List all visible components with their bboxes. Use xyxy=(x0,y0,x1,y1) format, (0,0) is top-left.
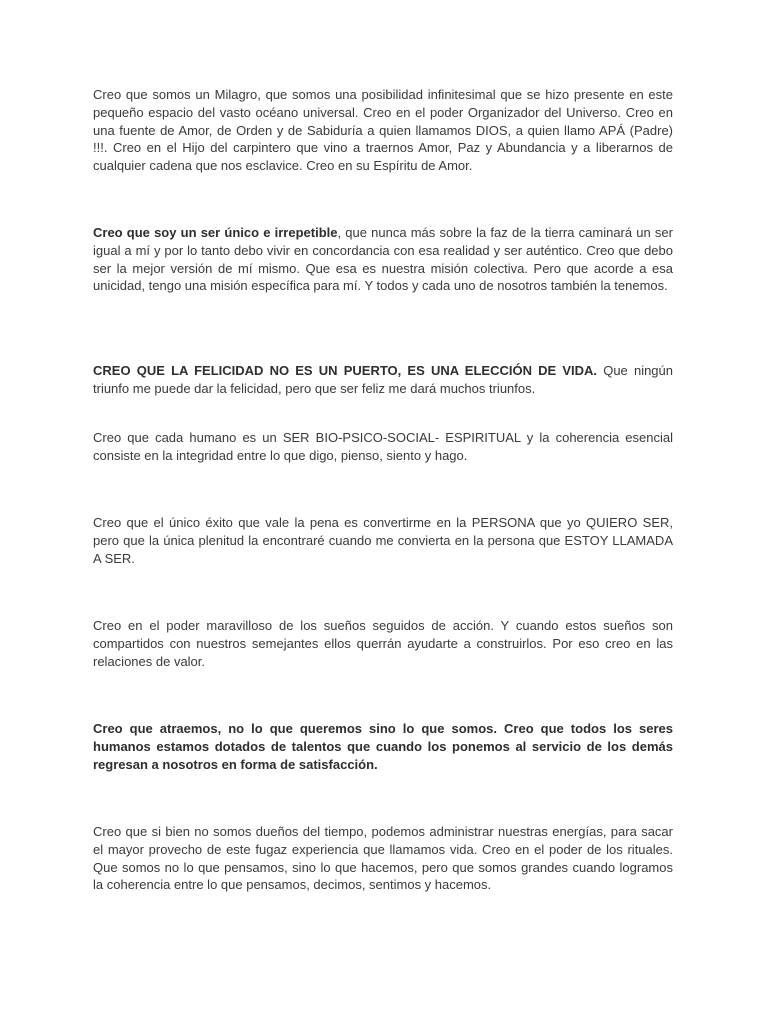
paragraph-6-text: Creo en el poder maravilloso de los sueños seguidos de acción. Y cuando estos sueños son compartidos con nuestros semejantes ellos querrán ayudarte a construirlos. Por eso creo en las relaciones de valor. xyxy=(93,618,673,669)
paragraph-4 xyxy=(93,429,673,465)
paragraph-3 xyxy=(93,362,673,398)
paragraph-5 xyxy=(93,514,673,567)
paragraph-2-bold: Creo que soy un ser único e irrepetible xyxy=(93,225,338,240)
paragraph-1 xyxy=(93,86,673,175)
paragraph-7-bold: Creo que atraemos, no lo que queremos sino lo que somos. Creo que todos los seres humanos estamos dotados de talentos que cuando los ponemos al servicio de los demás regresan a nosotros en forma de satisfacción. xyxy=(93,721,673,772)
paragraph-7 xyxy=(93,720,673,773)
paragraph-1-text: Creo que somos un Milagro, que somos una posibilidad infinitesimal que se hizo presente en este pequeño espacio del vasto océano universal. Creo en el poder Organizador del Universo. Creo en una fuente de Amor, de Orden y de Sabiduría a quien llamamos DIOS, a quien llamo APÁ (Padre) !!!. Creo en el Hijo del carpintero que vino a traernos Amor, Paz y Abundancia y a liberarnos de cualquier cadena que nos esclavice. Creo en su Espíritu de Amor. xyxy=(93,87,673,174)
paragraph-8 xyxy=(93,823,673,894)
paragraph-6 xyxy=(93,617,673,670)
paragraph-5-text: Creo que el único éxito que vale la pena es convertirme en la PERSONA que yo QUIERO SER, pero que la única plenitud la encontraré cuando me convierta en la persona que ESTOY LLAMADA A SER. xyxy=(93,515,673,566)
paragraph-2-text: , que nunca más sobre la faz de la tierra caminará un ser igual a mí y por lo tanto debo vivir en concordancia con esa realidad y ser auténtico. Creo que debo ser la mejor versión de mí mismo. Que esa es nuestra misión colectiva. Pero que acorde a esa unicidad, tengo una misión específica para mí. Y todos y cada uno de nosotros también la tenemos. xyxy=(93,225,673,294)
paragraph-2 xyxy=(93,224,673,295)
paragraph-3-text: Que ningún triunfo me puede dar la felicidad, pero que ser feliz me dará muchos triunfos. xyxy=(93,363,673,396)
paragraph-3-bold: CREO QUE LA FELICIDAD NO ES UN PUERTO, ES UNA ELECCIÓN DE VIDA. xyxy=(93,363,598,378)
paragraph-8-text: Creo que si bien no somos dueños del tiempo, podemos administrar nuestras energías, para sacar el mayor provecho de este fugaz experiencia que llamamos vida. Creo en el poder de los rituales. Que somos no lo que pensamos, sino lo que hacemos, pero que somos grandes cuando logramos la coherencia entre lo que pensamos, decimos, sentimos y hacemos. xyxy=(93,824,673,893)
paragraph-4-text: Creo que cada humano es un SER BIO-PSICO-SOCIAL- ESPIRITUAL y la coherencia esencial consiste en la integridad entre lo que digo, pienso, siento y hago. xyxy=(93,430,673,463)
